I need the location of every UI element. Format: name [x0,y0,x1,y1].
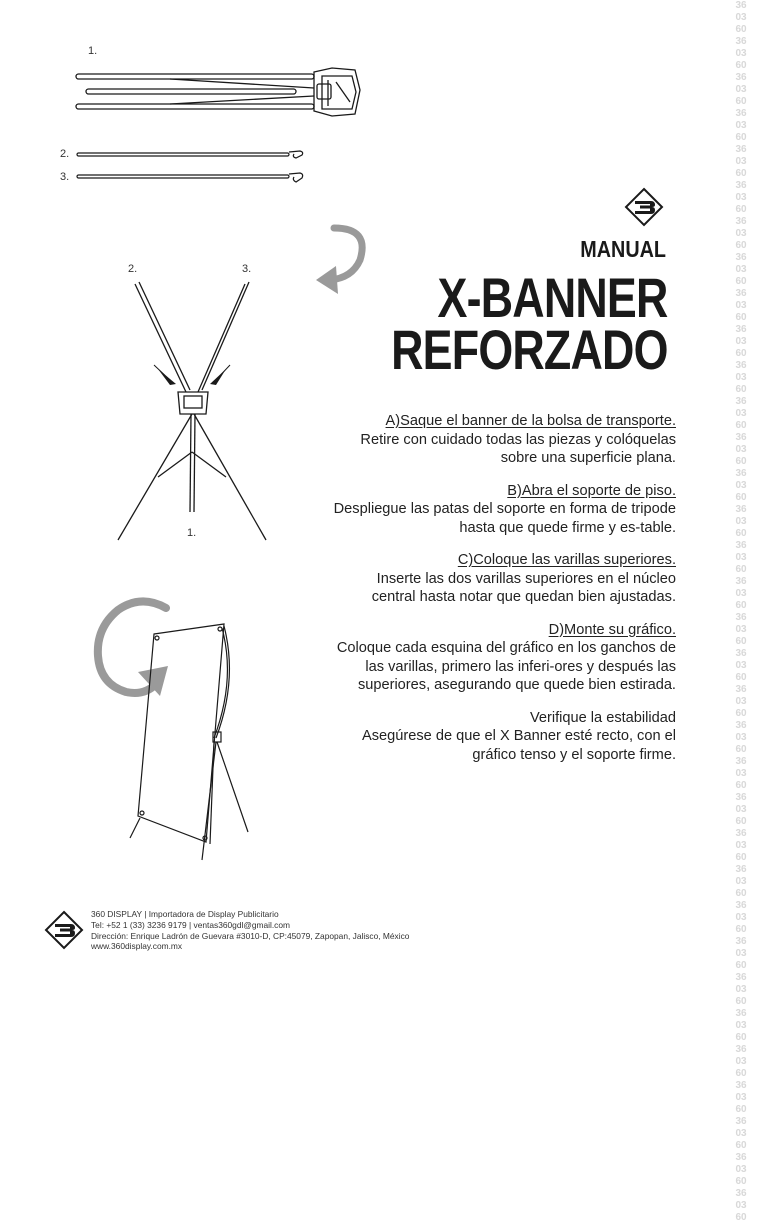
closing-body: Asegúrese de que el X Banner esté recto, con el gráfico tenso y el soporte firme. [362,728,676,763]
step-title: B)Abra el soporte de piso. [507,482,676,499]
step-title: D)Monte su gráfico. [548,621,676,638]
closing-note [330,709,676,765]
footer-website[interactable]: www.360display.com.mx [91,941,183,952]
tripod-assembly-illustration [108,272,278,547]
step-body: Retire con cuidado todas las piezas y colóquelas sobre una superficie plana. [360,431,676,466]
manual-label: MANUAL [580,236,666,262]
closing-title: Verifique la estabilidad [529,709,676,726]
curved-arrow-icon [312,220,372,298]
title-xbanner: X-BANNER [437,266,668,329]
step-d [330,621,676,695]
tripod-label-1: 1. [187,527,197,539]
step-body: Inserte las dos varillas superiores en el núcleo central hasta notar que quedan bien ajustadas. [371,570,676,605]
step-title: C)Coloque las varillas superiores. [457,552,676,568]
step-c [330,551,676,607]
step-body: Despliegue las patas del soporte en forma de tripode hasta que quede firme y es-table. [333,501,676,536]
part-label-1: 1. [88,45,98,57]
rod-2-illustration [74,148,310,164]
logo-360-icon [624,187,664,227]
folded-stand-illustration [70,62,370,122]
side-pattern-strip: 360360360360360360360360360360360360360360360360360360360360360360360360360360360360360360360360360360360360360360360360360360360360360360360360360360360360360360360360360360360360360360360360360360360360 [735,0,747,1223]
footer-address: Dirección: Enrique Ladrón de Guevara #3010-D, CP:45079, Zapopan, Jalisco, México [91,930,410,941]
footer-contact [91,909,409,952]
tripod-label-2: 2. [128,263,138,275]
step-body: Coloque cada esquina del gráfico en los ganchos de las varillas, primero las inferi-ores y después las superiores, asegurando que quede bien estirada. [336,640,676,693]
instructions [330,412,676,778]
part-label-2: 2. [60,148,70,160]
tripod-label-3: 3. [242,263,252,275]
footer-phone-email: Tel: +52 1 (33) 3236 9179 | ventas360gdl@gmail.com [91,919,291,930]
part-label-3: 3. [60,171,70,183]
footer-company: 360 DISPLAY | Importadora de Display Publicitario [91,909,279,919]
step-a [330,412,676,468]
step-b [330,482,676,538]
footer-logo-360-icon [44,910,84,950]
step-title: A)Saque el banner de la bolsa de transporte. [385,413,676,429]
assembled-xbanner-illustration [126,620,262,868]
rod-3-illustration [74,170,310,188]
title-reforzado: REFORZADO [391,318,668,381]
